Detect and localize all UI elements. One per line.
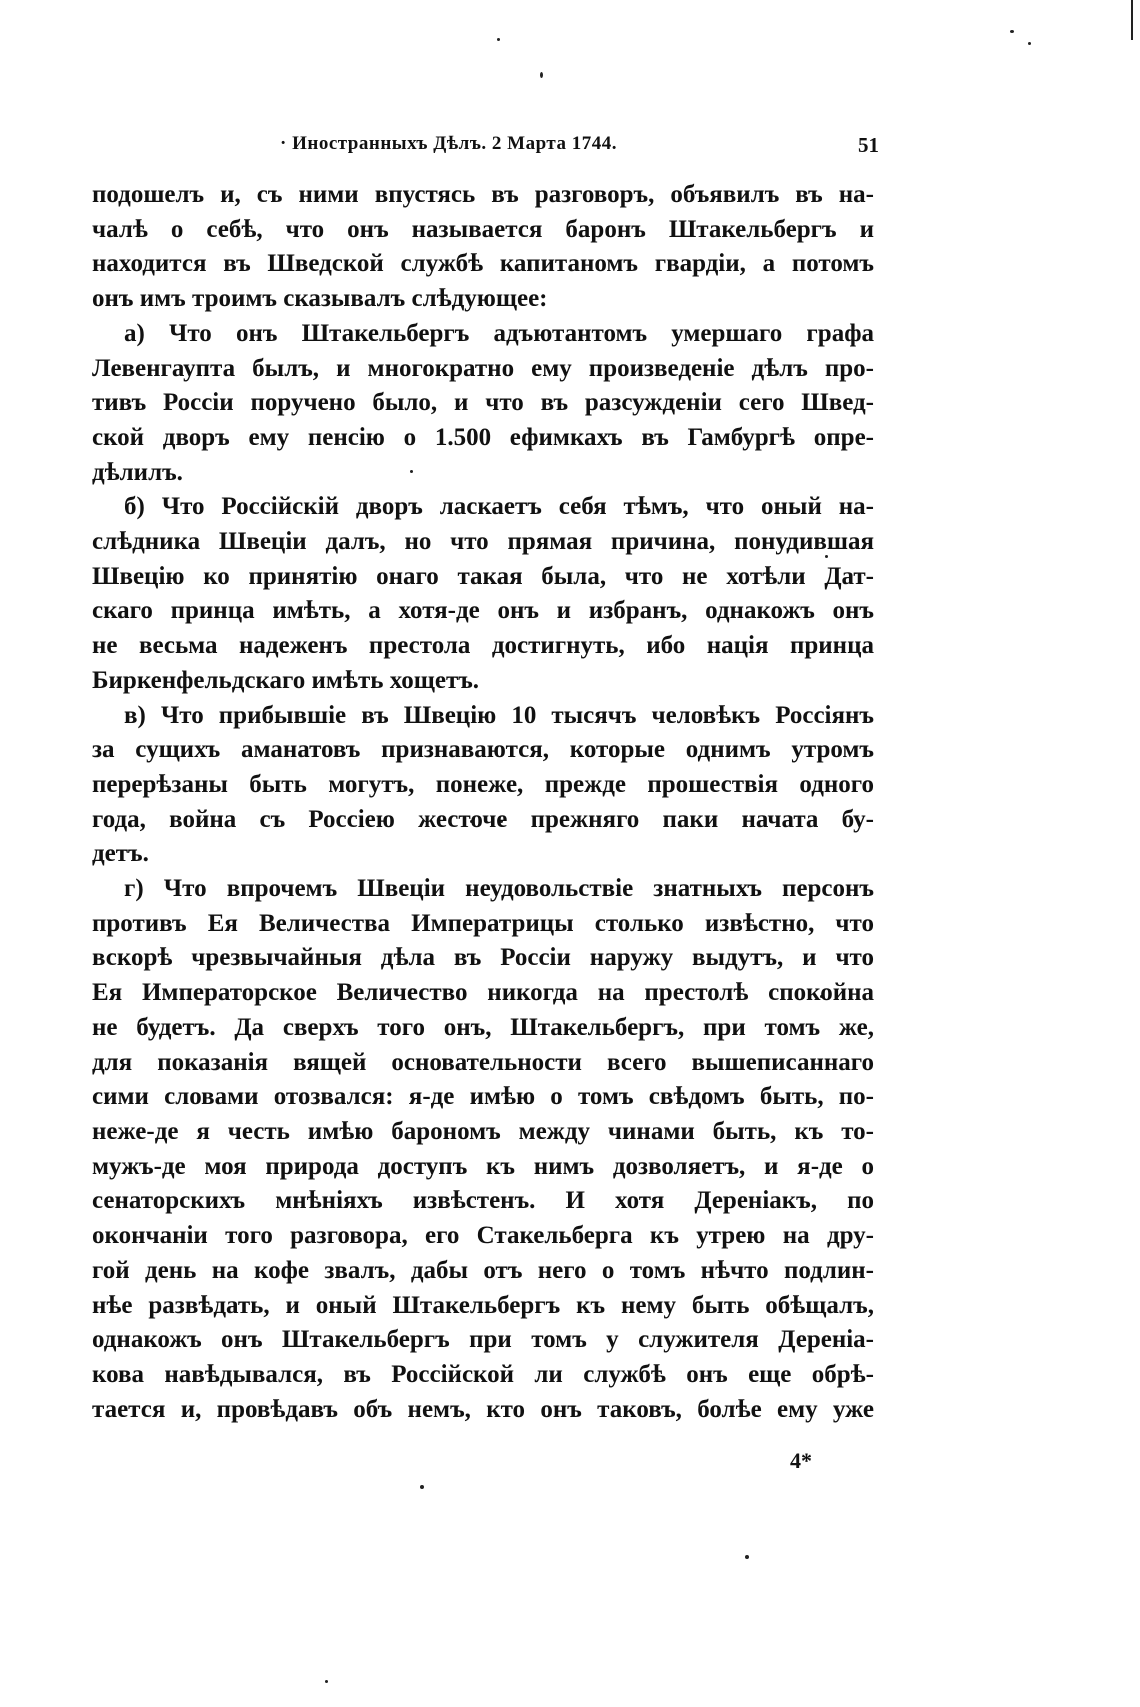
text-line: чалѣ о себѣ, что онъ называется баронъ Штакельбергъ и <box>92 215 874 243</box>
running-title: · Иностранныхъ Дѣлъ. 2 Марта 1744. <box>280 133 617 154</box>
text-line: для показанія вящей основательности всего вышеписаннаго <box>92 1048 874 1076</box>
scan-speck <box>1010 30 1014 33</box>
text-line: кова навѣдывался, въ Россійской ли службѣ онъ еще обрѣ- <box>92 1360 874 1388</box>
text-line: Швецію ко принятію онаго такая была, что не хотѣли Дат- <box>92 562 874 590</box>
scan-speck <box>497 38 500 41</box>
page-edge-rule <box>1131 0 1133 40</box>
text-line: гой день на кофе звалъ, дабы отъ него о томъ нѣчто подлин- <box>92 1256 874 1284</box>
text-line: сенаторскихъ мнѣніяхъ извѣстенъ. И хотя Дереніакъ, по <box>92 1187 874 1215</box>
text-line: тается и, провѣдавъ объ немъ, кто онъ таковъ, болѣе ему уже <box>92 1395 874 1423</box>
text-line: детъ. <box>92 840 149 868</box>
text-line: тивъ Россіи поручено было, и что въ разсужденіи сего Швед- <box>92 389 874 417</box>
scan-speck <box>745 1555 749 1559</box>
text-line: в) Что прибывшіе въ Швецію 10 тысячъ человѣкъ Россіянъ <box>124 701 874 729</box>
text-line: неже-де я честь имѣю барономъ между чинами быть, къ то- <box>92 1117 874 1145</box>
text-line: б) Что Россійскій дворъ ласкаетъ себя тѣмъ, что оный на- <box>124 493 874 521</box>
text-line: ской дворъ ему пенсію о 1.500 ефимкахъ въ Гамбургѣ опре- <box>92 423 874 451</box>
text-line: вскорѣ чрезвычайныя дѣла въ Россіи наружу выдутъ, и что <box>92 944 874 972</box>
text-line: Ея Императорское Величество никогда на престолѣ спокойна <box>92 979 874 1007</box>
text-line: сими словами отозвался: я-де имѣю о томъ свѣдомъ быть, по- <box>92 1083 874 1111</box>
text-line: Биркенфельдскаго имѣть хощетъ. <box>92 666 480 694</box>
text-line: нѣе развѣдать, и оный Штакельбергъ къ нему быть обѣщалъ, <box>92 1291 874 1319</box>
text-line: окончаніи того разговора, его Стакельберга къ утрею на дру- <box>92 1222 874 1250</box>
text-line: а) Что онъ Штакельбергъ адъютантомъ умершаго графа <box>124 319 874 347</box>
scan-speck <box>420 1485 424 1489</box>
text-line: года, война съ Россіею жесточе прежняго паки начата бу- <box>92 805 874 833</box>
text-line: противъ Ея Величества Императрицы столько извѣстно, что <box>92 909 874 937</box>
text-line: онъ имъ троимъ сказывалъ слѣдующее: <box>92 285 548 313</box>
text-line: находится въ Шведской службѣ капитаномъ гвардіи, а потомъ <box>92 250 874 278</box>
text-line: однакожъ онъ Штакельбергъ при томъ у служителя Дереніа- <box>92 1326 874 1354</box>
text-line: мужъ-де моя природа доступъ къ нимъ дозволяетъ, и я-де о <box>92 1152 874 1180</box>
scan-speck <box>540 72 543 78</box>
body-text <box>92 178 874 1427</box>
signature-mark: 4* <box>790 1448 812 1473</box>
text-line: не будетъ. Да сверхъ того онъ, Штакельбергъ, при томъ же, <box>92 1013 874 1041</box>
page-number: 51 <box>858 133 879 157</box>
text-line: перерѣзаны быть могутъ, понеже, прежде прошествія одного <box>92 770 874 798</box>
text-line: Левенгаупта былъ, и многократно ему произведеніе дѣлъ про- <box>92 354 874 382</box>
text-line: дѣлилъ. <box>92 458 183 486</box>
text-line: не весьма надеженъ престола достигнуть, ибо нація принца <box>92 632 874 660</box>
scan-speck <box>1028 42 1031 45</box>
scan-speck <box>325 1680 328 1683</box>
text-line: подошелъ и, съ ними впустясь въ разговоръ, объявилъ въ на- <box>92 181 874 208</box>
text-line: за сущихъ аманатовъ признаваются, которые однимъ утромъ <box>92 736 874 764</box>
text-line: скаго принца имѣть, а хотя-де онъ и избранъ, однакожъ онъ <box>92 597 874 625</box>
text-line: слѣдника Швеціи далъ, но что прямая причина, понудившая <box>92 528 874 556</box>
text-line: г) Что впрочемъ Швеціи неудовольствіе знатныхъ персонъ <box>124 875 874 903</box>
